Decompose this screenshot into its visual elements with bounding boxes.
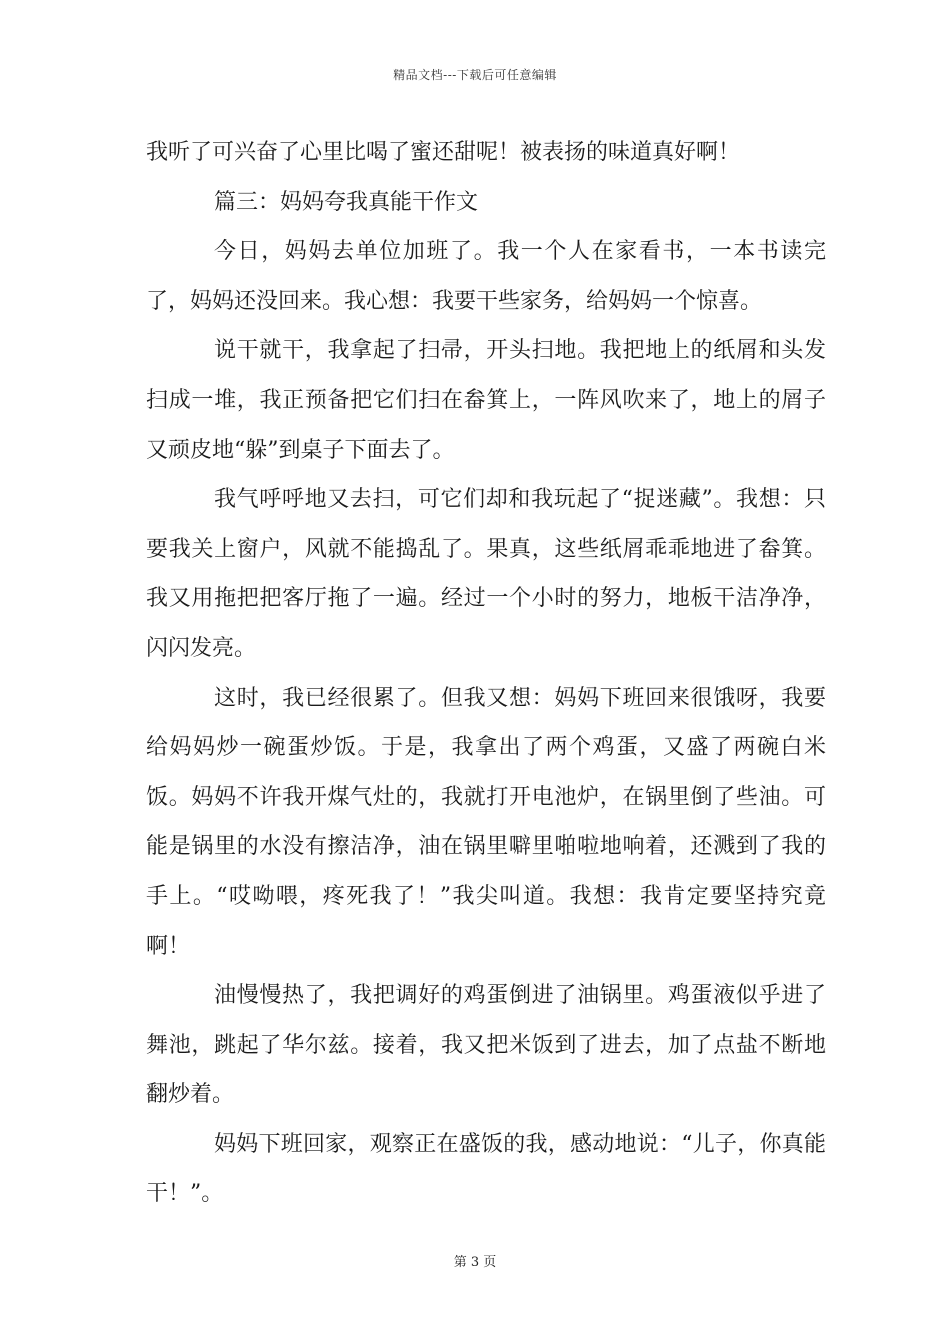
paragraph-5: 我气呼呼地又去扫，可它们却和我玩起了“捉迷藏”。我想：只要我关上窗户，风就不能捣乱了。果真，这些纸屑乖乖地进了畚箕。我又用拖把把客厅拖了一遍。经过一个小时的努力，地板干洁净净，闪闪发亮。 xyxy=(146,487,826,661)
document-body xyxy=(146,128,826,1219)
paragraph-4: 说干就干，我拿起了扫帚，开头扫地。我把地上的纸屑和头发扫成一堆，我正预备把它们扫在畚箕上，一阵风吹来了，地上的屑子又顽皮地“躲”到桌子下面去了。 xyxy=(146,338,826,463)
section-title: 篇三：妈妈夸我真能干作文 xyxy=(214,189,479,215)
page-header: 精品文档---下载后可任意编辑 xyxy=(393,68,557,82)
paragraph-3: 今日，妈妈去单位加班了。我一个人在家看书，一本书读完了，妈妈还没回来。我心想：我要干些家务，给妈妈一个惊喜。 xyxy=(146,239,826,314)
paragraph-6: 这时，我已经很累了。但我又想：妈妈下班回来很饿呀，我要给妈妈炒一碗蛋炒饭。于是，我拿出了两个鸡蛋，又盛了两碗白米饭。妈妈不许我开煤气灶的，我就打开电池炉，在锅里倒了些油。可能是锅里的水没有擦洁净，油在锅里噼里啪啦地响着，还溅到了我的手上。“哎呦喂，疼死我了！”我尖叫道。我想：我肯定要坚持究竟啊！ xyxy=(146,685,826,959)
page-number: 第 3 页 xyxy=(453,1255,497,1270)
paragraph-8: 妈妈下班回家，观察正在盛饭的我，感动地说：“儿子，你真能干！”。 xyxy=(146,1131,826,1207)
paragraph-1: 我听了可兴奋了心里比喝了蜜还甜呢！被表扬的味道真好啊！ xyxy=(146,140,741,165)
paragraph-7: 油慢慢热了，我把调好的鸡蛋倒进了油锅里。鸡蛋液似乎进了舞池，跳起了华尔兹。接着，我又把米饭到了进去，加了点盐不断地翻炒着。 xyxy=(146,983,826,1108)
